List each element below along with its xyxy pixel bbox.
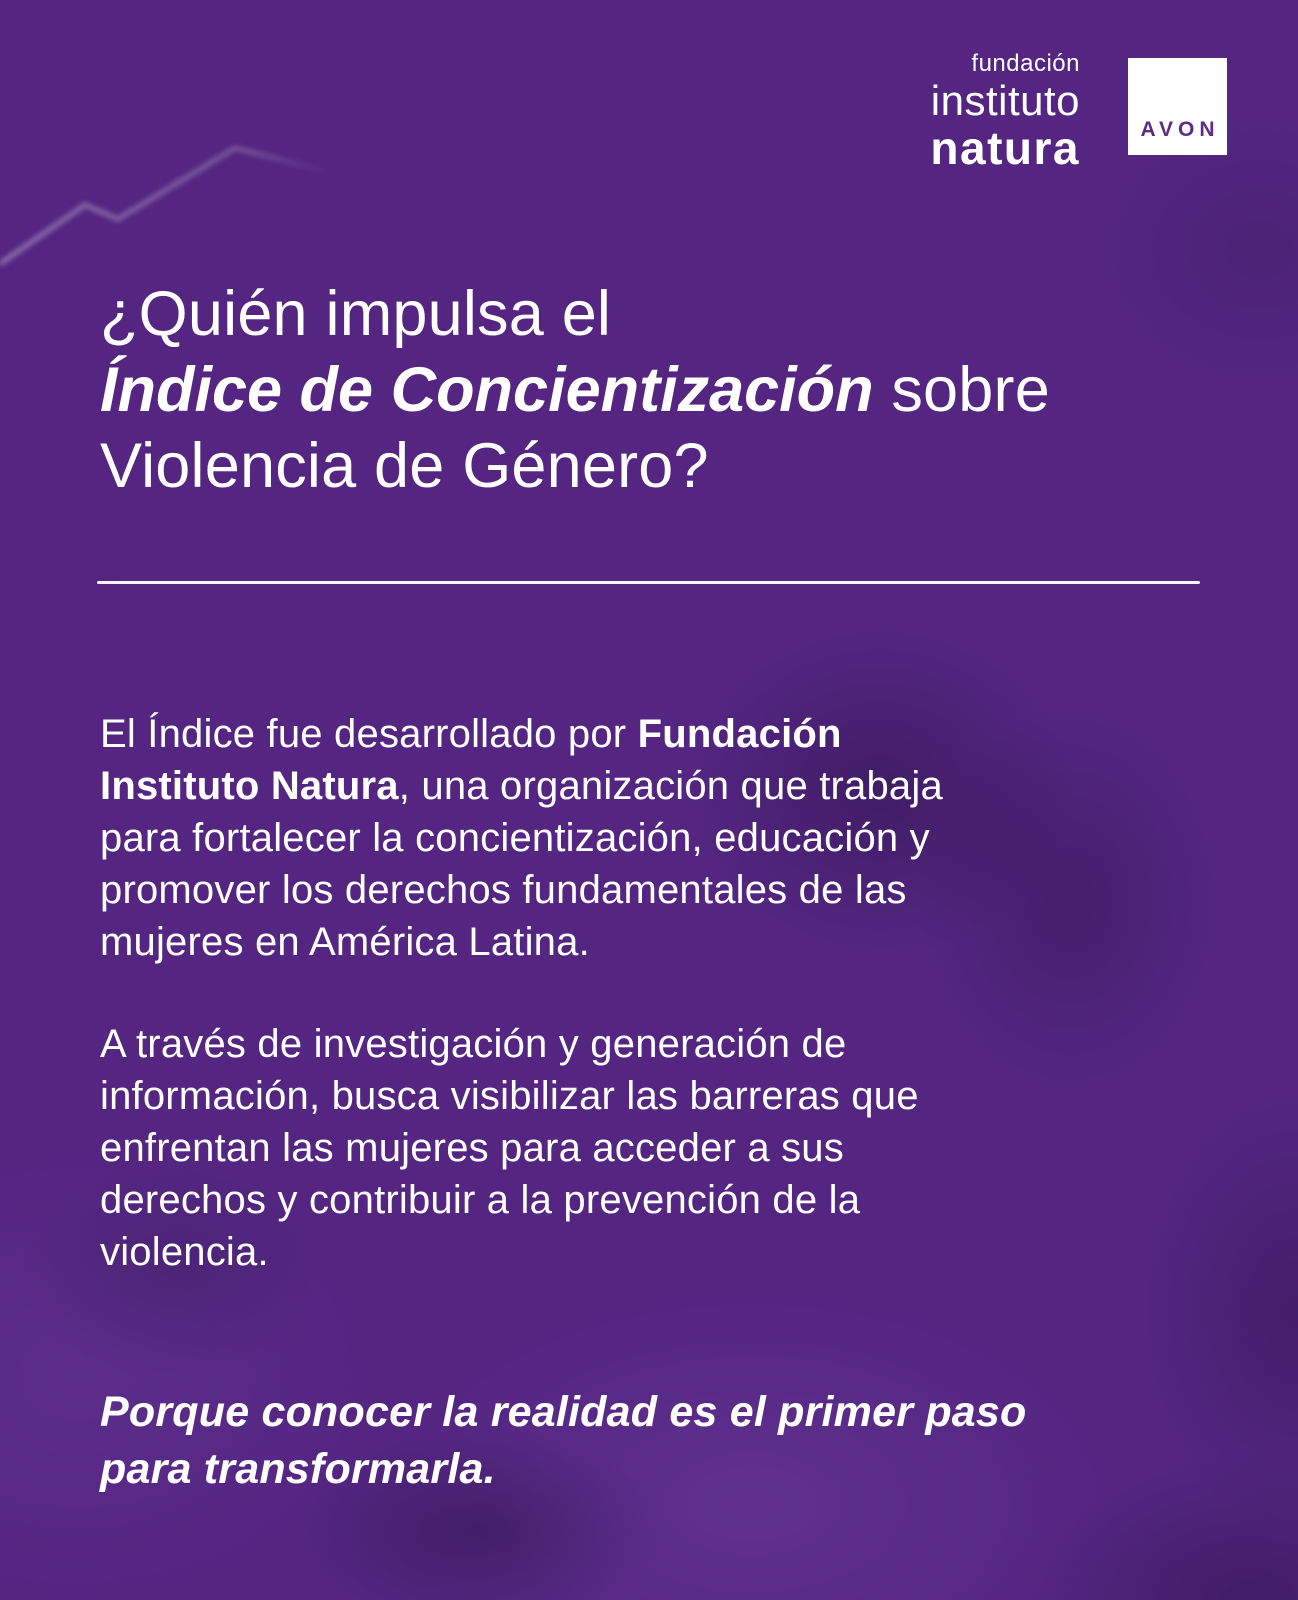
heading-emphasis: Índice de Concientización — [100, 355, 874, 425]
intro-paragraph — [100, 708, 943, 968]
mission-paragraph-line: derechos y contribuir a la prevención de la — [100, 1178, 861, 1222]
fundacion-label: fundación — [971, 50, 1080, 77]
closing-statement-line: Porque conocer la realidad es el primer paso — [100, 1388, 1027, 1436]
mission-paragraph-line: información, busca visibilizar las barreras que — [100, 1074, 919, 1118]
mission-paragraph — [100, 1018, 919, 1278]
heading-line-1: ¿Quién impulsa el — [100, 279, 612, 349]
divider-line — [97, 581, 1200, 584]
intro-paragraph-line: para fortalecer la concientización, educación y — [100, 816, 930, 860]
closing-statement-line: para transformarla. — [100, 1445, 496, 1493]
avon-logo-box — [1128, 58, 1227, 155]
avon-wordmark: AVON — [1140, 118, 1220, 141]
intro-paragraph-line: mujeres en América Latina. — [100, 920, 590, 964]
instituto-label: instituto — [930, 77, 1080, 124]
heading-line-2-rest: sobre — [873, 355, 1050, 425]
brand-name-bold: Instituto Natura — [100, 764, 399, 808]
intro-paragraph-line: El Índice fue desarrollado por Fundación — [100, 712, 842, 756]
mission-paragraph-line: violencia. — [100, 1230, 269, 1274]
heading-line-2 — [100, 352, 1050, 428]
fundacion-instituto-natura-logo — [930, 50, 1080, 174]
mission-paragraph-line: enfrentan las mujeres para acceder a sus — [100, 1126, 844, 1170]
zigzag-line-decoration — [0, 0, 360, 300]
heading-line-3: Violencia de Género? — [100, 431, 709, 501]
page-heading — [100, 276, 1050, 504]
closing-statement — [100, 1384, 1026, 1498]
intro-paragraph-line: promover los derechos fundamentales de las — [100, 868, 907, 912]
mission-paragraph-line: A través de investigación y generación de — [100, 1022, 847, 1066]
intro-paragraph-line: Instituto Natura, una organización que trabaja — [100, 764, 943, 808]
brand-name-bold: Fundación — [637, 712, 842, 756]
natura-wordmark: natura — [930, 122, 1080, 174]
